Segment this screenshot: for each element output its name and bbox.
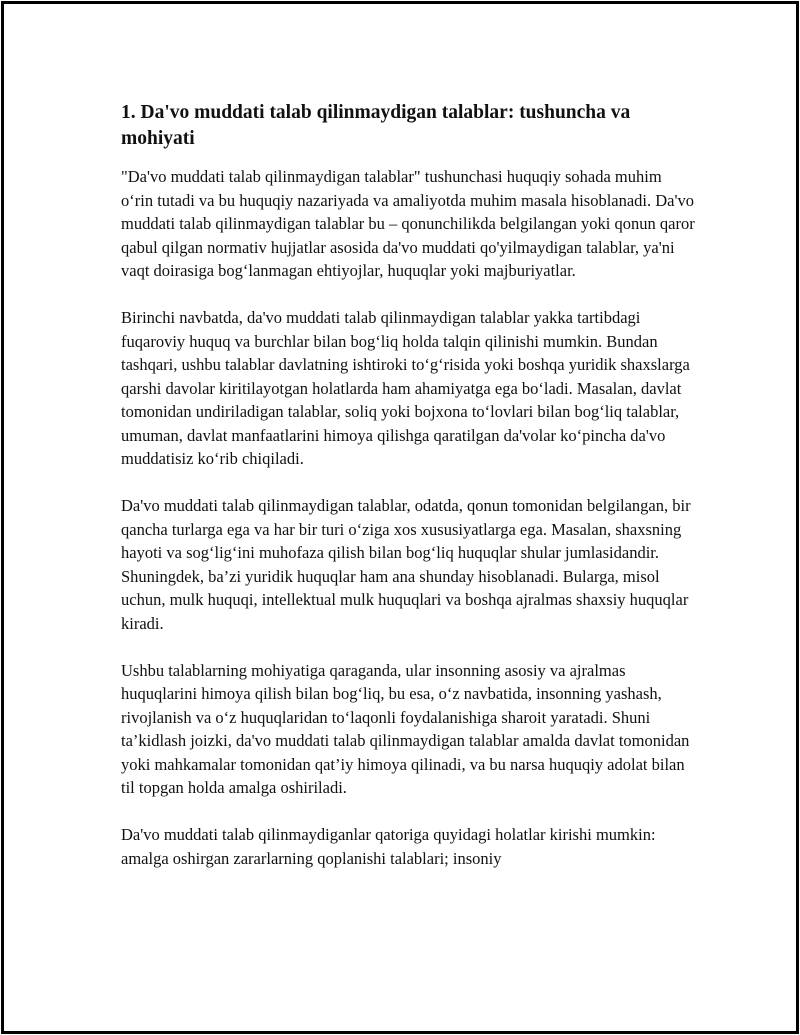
page-frame bbox=[1, 1, 799, 1034]
document-body bbox=[121, 100, 696, 894]
paragraph: Birinchi navbatda, da'vo muddati talab qilinmaydigan talablar yakka tartibdagi fuqaroviy huquq va burchlar bilan bog‘liq holda talqin qilinishi mumkin. Bundan tashqari, ushbu talablar davlatning ishtiroki to‘g‘risida yoki boshqa yuridik shaxslarga qarshi davolar kiritilayotgan holatlarda ham ahamiyatga ega bo‘ladi. Masalan, davlat tomonidan undiriladigan talablar, soliq yoki bojxona to‘lovlari bilan bog‘liq talablar, umuman, davlat manfaatlarini himoya qilishga qaratilgan da'volar ko‘pincha da'vo muddatisiz ko‘rib chiqiladi. bbox=[121, 308, 690, 468]
paragraph: "Da'vo muddati talab qilinmaydigan talablar" tushunchasi huquqiy sohada muhim o‘rin tutadi va bu huquqiy nazariyada va amaliyotda muhim masala hisoblanadi. Da'vo muddati talab qilinmaydigan talablar bu – qonunchilikda belgilangan yoki qonun qaror qabul qilgan normativ hujjatlar asosida da'vo muddati qo'yilmaydigan talablar, ya'ni vaqt doirasiga bog‘lanmagan ehtiyojlar, huquqlar yoki majburiyatlar. bbox=[121, 167, 695, 280]
paragraph: Da'vo muddati talab qilinmaydiganlar qatoriga quyidagi holatlar kirishi mumkin: amalga oshirgan zararlarning qoplanishi talablari; insoniy bbox=[121, 825, 656, 868]
section-heading: 1. Da'vo muddati talab qilinmaydigan talablar: tushuncha va mohiyati bbox=[121, 102, 631, 149]
paragraph: Da'vo muddati talab qilinmaydigan talablar, odatda, qonun tomonidan belgilangan, bir qancha turlarga ega va har bir turi o‘ziga xos xususiyatlarga ega. Masalan, shaxsning hayoti va sog‘lig‘ini muhofaza qilish bilan bog‘liq huquqlar shular jumlasidandir. Shuningdek, ba’zi yuridik huquqlar ham ana shunday hisoblanadi. Bularga, misol uchun, mulk huquqi, intellektual mulk huquqlari va boshqa ajralmas shaxsiy huquqlar kiradi. bbox=[121, 496, 691, 633]
paragraph: Ushbu talablarning mohiyatiga qaraganda, ular insonning asosiy va ajralmas huquqlarini himoya qilish bilan bog‘liq, bu esa, o‘z navbatida, insonning yashash, rivojlanish va o‘z huquqlaridan to‘laqonli foydalanishiga sharoit yaratadi. Shuni ta’kidlash joizki, da'vo muddati talab qilinmaydigan talablar amalda davlat tomonidan yoki mahkamalar tomonidan qat’iy himoya qilinadi, va bu narsa huquqiy adolat bilan til topgan holda amalga oshiriladi. bbox=[121, 660, 690, 797]
